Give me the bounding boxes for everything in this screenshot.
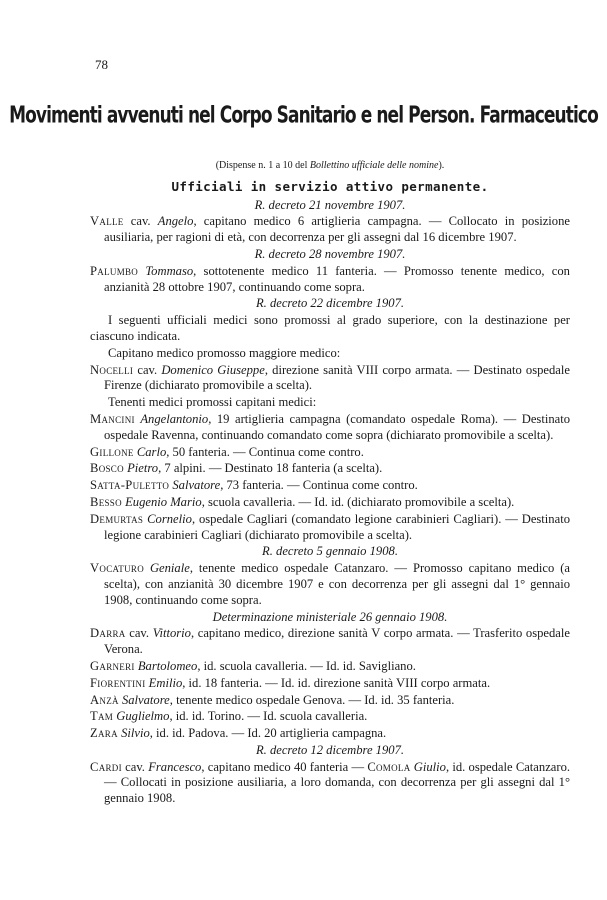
decree-heading: R. decreto 22 dicembre 1907. [255, 296, 405, 311]
entry-fiorentini: Fiorentini Emilio, id. 18 fanteria. — Id. id. direzione sanità VIII corpo armata. [90, 675, 491, 690]
decree-heading: R. decreto 21 novembre 1907. [254, 197, 406, 212]
entry-darra: Darra cav. Vittorio, capitano medico, direzione sanità V corpo armata. — Trasferito ospedale Verona. [90, 626, 570, 657]
entry-nocelli: Nocelli cav. Domenico Giuseppe, direzione sanità VIII corpo armata. — Destinato ospedale Firenze (dichiarato promovibile a scelta). [90, 362, 570, 393]
paragraph-promoted: I seguenti ufficiali medici sono promossi al grado superiore, con la destinazione per ciascuno indicata. [90, 313, 570, 343]
entry-anza: Anzà Salvatore, tenente medico ospedale Genova. — Id. id. 35 fanteria. [90, 692, 455, 707]
entry-demurtas: Demurtas Cornelio, ospedale Cagliari (comandato legione carabinieri Cagliari). — Destinato legione carabinieri Cagliari (dichiarato promovibile a scelta). [90, 511, 570, 542]
subtitle: (Dispense n. 1 a 10 del Bollettino ufficiale delle nomine). [215, 160, 445, 171]
entry-palumbo: Palumbo Tommaso, sottotenente medico 11 fanteria. — Promosso tenente medico, con anzianità 28 ottobre 1907, continuando come sopra. [90, 263, 570, 294]
entry-vocaturo: Vocaturo Geniale, tenente medico ospedale Catanzaro. — Promosso capitano medico (a scelta), con anzianità 30 dicembre 1907 e con decorrenza per gli assegni dal 1° gennaio 1908, continuando come sopra. [90, 561, 570, 607]
entry-bosco: Bosco Pietro, 7 alpini. — Destinato 18 fanteria (a scelta). [90, 461, 383, 476]
entry-mancini: Mancini Angelantonio, 19 artiglieria campagna (comandato ospedale Roma). — Destinato ospedale Ravenna, continuando comandato come sopra (dichiarato promovibile a scelta). [90, 411, 570, 442]
group-heading: Capitano medico promosso maggiore medico: [108, 345, 341, 360]
decree-heading: R. decreto 5 gennaio 1908. [262, 544, 398, 559]
entry-garneri: Garneri Bartolomeo, id. scuola cavalleria. — Id. id. Savigliano. [90, 658, 416, 673]
page-number: 78 [95, 57, 108, 72]
entry-cardi-comola: Cardi cav. Francesco, capitano medico 40 fanteria — Comola Giulio, id. ospedale Catanzaro. — Collocati in posizione ausiliaria, a loro domanda, con decorrenza per gli assegni dal 1° gennaio 1908. [90, 759, 571, 806]
group-heading: Tenenti medici promossi capitani medici: [108, 395, 317, 410]
page-title: Movimenti avvenuti nel Corpo Sanitario e nel Person. Farmaceutico [9, 102, 598, 129]
entry-gillone: Gillone Carlo, 50 fanteria. — Continua come contro. [90, 444, 364, 459]
entry-valle: Valle cav. Angelo, capitano medico 6 artiglieria campagna. — Collocato in posizione ausiliaria, per ragioni di età, con decorrenza per gli assegni dal 16 dicembre 1907. [90, 214, 570, 245]
decree-heading: R. decreto 28 novembre 1907. [254, 246, 406, 261]
entry-satta-puletto: Satta-Puletto Salvatore, 73 fanteria. — Continua come contro. [90, 478, 418, 493]
section-heading: Ufficiali in servizio attivo permanente. [171, 178, 489, 194]
decree-heading: R. decreto 12 dicembre 1907. [255, 742, 405, 757]
decree-heading: Determinazione ministeriale 26 gennaio 1908. [212, 609, 448, 624]
entry-besso: Besso Eugenio Mario, scuola cavalleria. — Id. id. (dichiarato promovibile a scelta). [90, 494, 515, 509]
document-body [90, 158, 570, 808]
entry-zara: Zara Silvio, id. id. Padova. — Id. 20 artiglieria campagna. [90, 726, 387, 741]
entry-tam: Tam Guglielmo, id. id. Torino. — Id. scuola cavalleria. [90, 709, 368, 724]
